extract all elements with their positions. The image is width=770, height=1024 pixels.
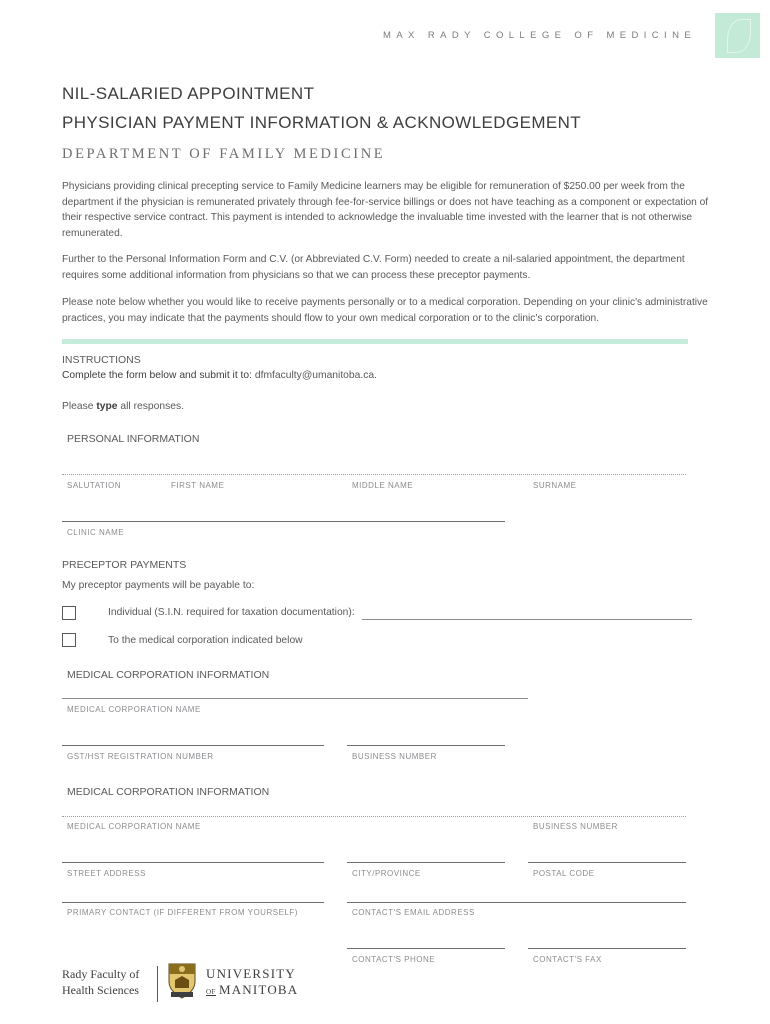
corporation-option-label: To the medical corporation indicated below — [108, 635, 303, 646]
personal-info-heading: PERSONAL INFORMATION — [67, 433, 200, 445]
form-title-line1: NIL-SALARIED APPOINTMENT — [62, 84, 315, 103]
type-suffix: all responses. — [120, 401, 184, 412]
corp-name-field-2[interactable] — [62, 816, 686, 817]
city-province-field[interactable] — [347, 862, 505, 863]
contact-fax-label: CONTACT'S FAX — [533, 955, 602, 964]
section-divider-bar — [62, 339, 688, 344]
postal-code-field[interactable] — [528, 862, 686, 863]
contact-email-label: CONTACT'S EMAIL ADDRESS — [352, 908, 475, 917]
intro-paragraph-3: Please note below whether you would like to receive payments personally or to a medical corporation. Depending on your clinic's administrative practices, you may indicate that the payments should flow to your own medical corporation or to the clinic's corporation. — [62, 297, 708, 324]
intro-paragraph-2: Further to the Personal Information Form and C.V. (or Abbreviated C.V. Form) needed to create a nil-salaried appointment, the department requires some additional information from physicians so that we can process these preceptor payments. — [62, 254, 685, 281]
instructions-heading: INSTRUCTIONS — [62, 354, 141, 366]
submit-prefix: Complete the form below and submit it to: — [62, 370, 253, 381]
contact-phone-label: CONTACT'S PHONE — [352, 955, 436, 964]
contact-phone-field[interactable] — [347, 948, 505, 949]
gst-label: GST/HST REGISTRATION NUMBER — [67, 752, 214, 761]
rady-line-1: Rady Faculty of — [62, 967, 140, 981]
payable-question: My preceptor payments will be payable to: — [62, 580, 255, 591]
university-of-manitoba-logo — [206, 966, 298, 1000]
logo-divider — [157, 966, 158, 1002]
intro-paragraph-1: Physicians providing clinical precepting service to Family Medicine learners may be eligible for remuneration of $250.00 per week from the department if the physician is remunerated privately through fee-for-service billings or does not have teaching as a component or expectation of their respective service contract. This payment is intended to acknowledge the invaluable time invested with the learner that is not otherwise remunerated. — [62, 181, 709, 239]
form-title-line2: PHYSICIAN PAYMENT INFORMATION & ACKNOWLEDGEMENT — [62, 113, 582, 132]
surname-label: SURNAME — [533, 481, 577, 490]
middle-name-label: MIDDLE NAME — [352, 481, 414, 490]
street-address-field[interactable] — [62, 862, 324, 863]
city-province-label: CITY/PROVINCE — [352, 869, 421, 878]
primary-contact-field[interactable] — [62, 902, 324, 903]
business-number-label-2: BUSINESS NUMBER — [533, 822, 618, 831]
rady-line-2: Health Sciences — [62, 983, 139, 997]
salutation-label: SALUTATION — [67, 481, 122, 490]
submit-instruction — [62, 370, 377, 381]
street-address-label: STREET ADDRESS — [67, 869, 146, 878]
contact-email-field[interactable] — [347, 902, 686, 903]
corp-name-label-1: MEDICAL CORPORATION NAME — [67, 705, 201, 714]
submit-email-link[interactable]: dfmfaculty@umanitoba.ca. — [254, 370, 377, 381]
rady-faculty-logo — [62, 966, 139, 998]
manitoba-word: MANITOBA — [218, 982, 299, 997]
college-name: MAX RADY COLLEGE OF MEDICINE — [383, 30, 697, 41]
business-number-label-1: BUSINESS NUMBER — [352, 752, 437, 761]
clinic-name-field[interactable] — [62, 521, 505, 522]
postal-code-label: POSTAL CODE — [533, 869, 595, 878]
university-crest-icon — [167, 962, 197, 1000]
corp-info-heading-2: MEDICAL CORPORATION INFORMATION — [67, 786, 270, 798]
business-number-field-1[interactable] — [347, 745, 505, 746]
department-name: DEPARTMENT OF FAMILY MEDICINE — [62, 146, 386, 162]
individual-option-label: Individual (S.I.N. required for taxation documentation): — [108, 607, 355, 618]
clinic-name-label: CLINIC NAME — [67, 528, 125, 537]
of-word: OF — [206, 988, 216, 996]
corp-name-label-2: MEDICAL CORPORATION NAME — [67, 822, 201, 831]
contact-fax-field[interactable] — [528, 948, 686, 949]
type-bold: type — [96, 401, 118, 412]
individual-checkbox[interactable] — [62, 606, 76, 620]
gst-field[interactable] — [62, 745, 324, 746]
preceptor-payments-heading: PRECEPTOR PAYMENTS — [62, 559, 187, 571]
corporation-checkbox[interactable] — [62, 633, 76, 647]
sin-field[interactable] — [362, 619, 692, 620]
type-instruction — [62, 401, 184, 412]
corp-info-heading-1: MEDICAL CORPORATION INFORMATION — [67, 669, 270, 681]
primary-contact-label: PRIMARY CONTACT (IF DIFFERENT FROM YOURSELF) — [67, 908, 298, 917]
corner-leaf-icon — [715, 13, 760, 58]
first-name-label: FIRST NAME — [171, 481, 225, 490]
type-prefix: Please — [62, 401, 94, 412]
corp-name-field-1[interactable] — [62, 698, 528, 699]
personal-name-field-line[interactable] — [62, 474, 686, 475]
university-word: UNIVERSITY — [206, 966, 296, 981]
